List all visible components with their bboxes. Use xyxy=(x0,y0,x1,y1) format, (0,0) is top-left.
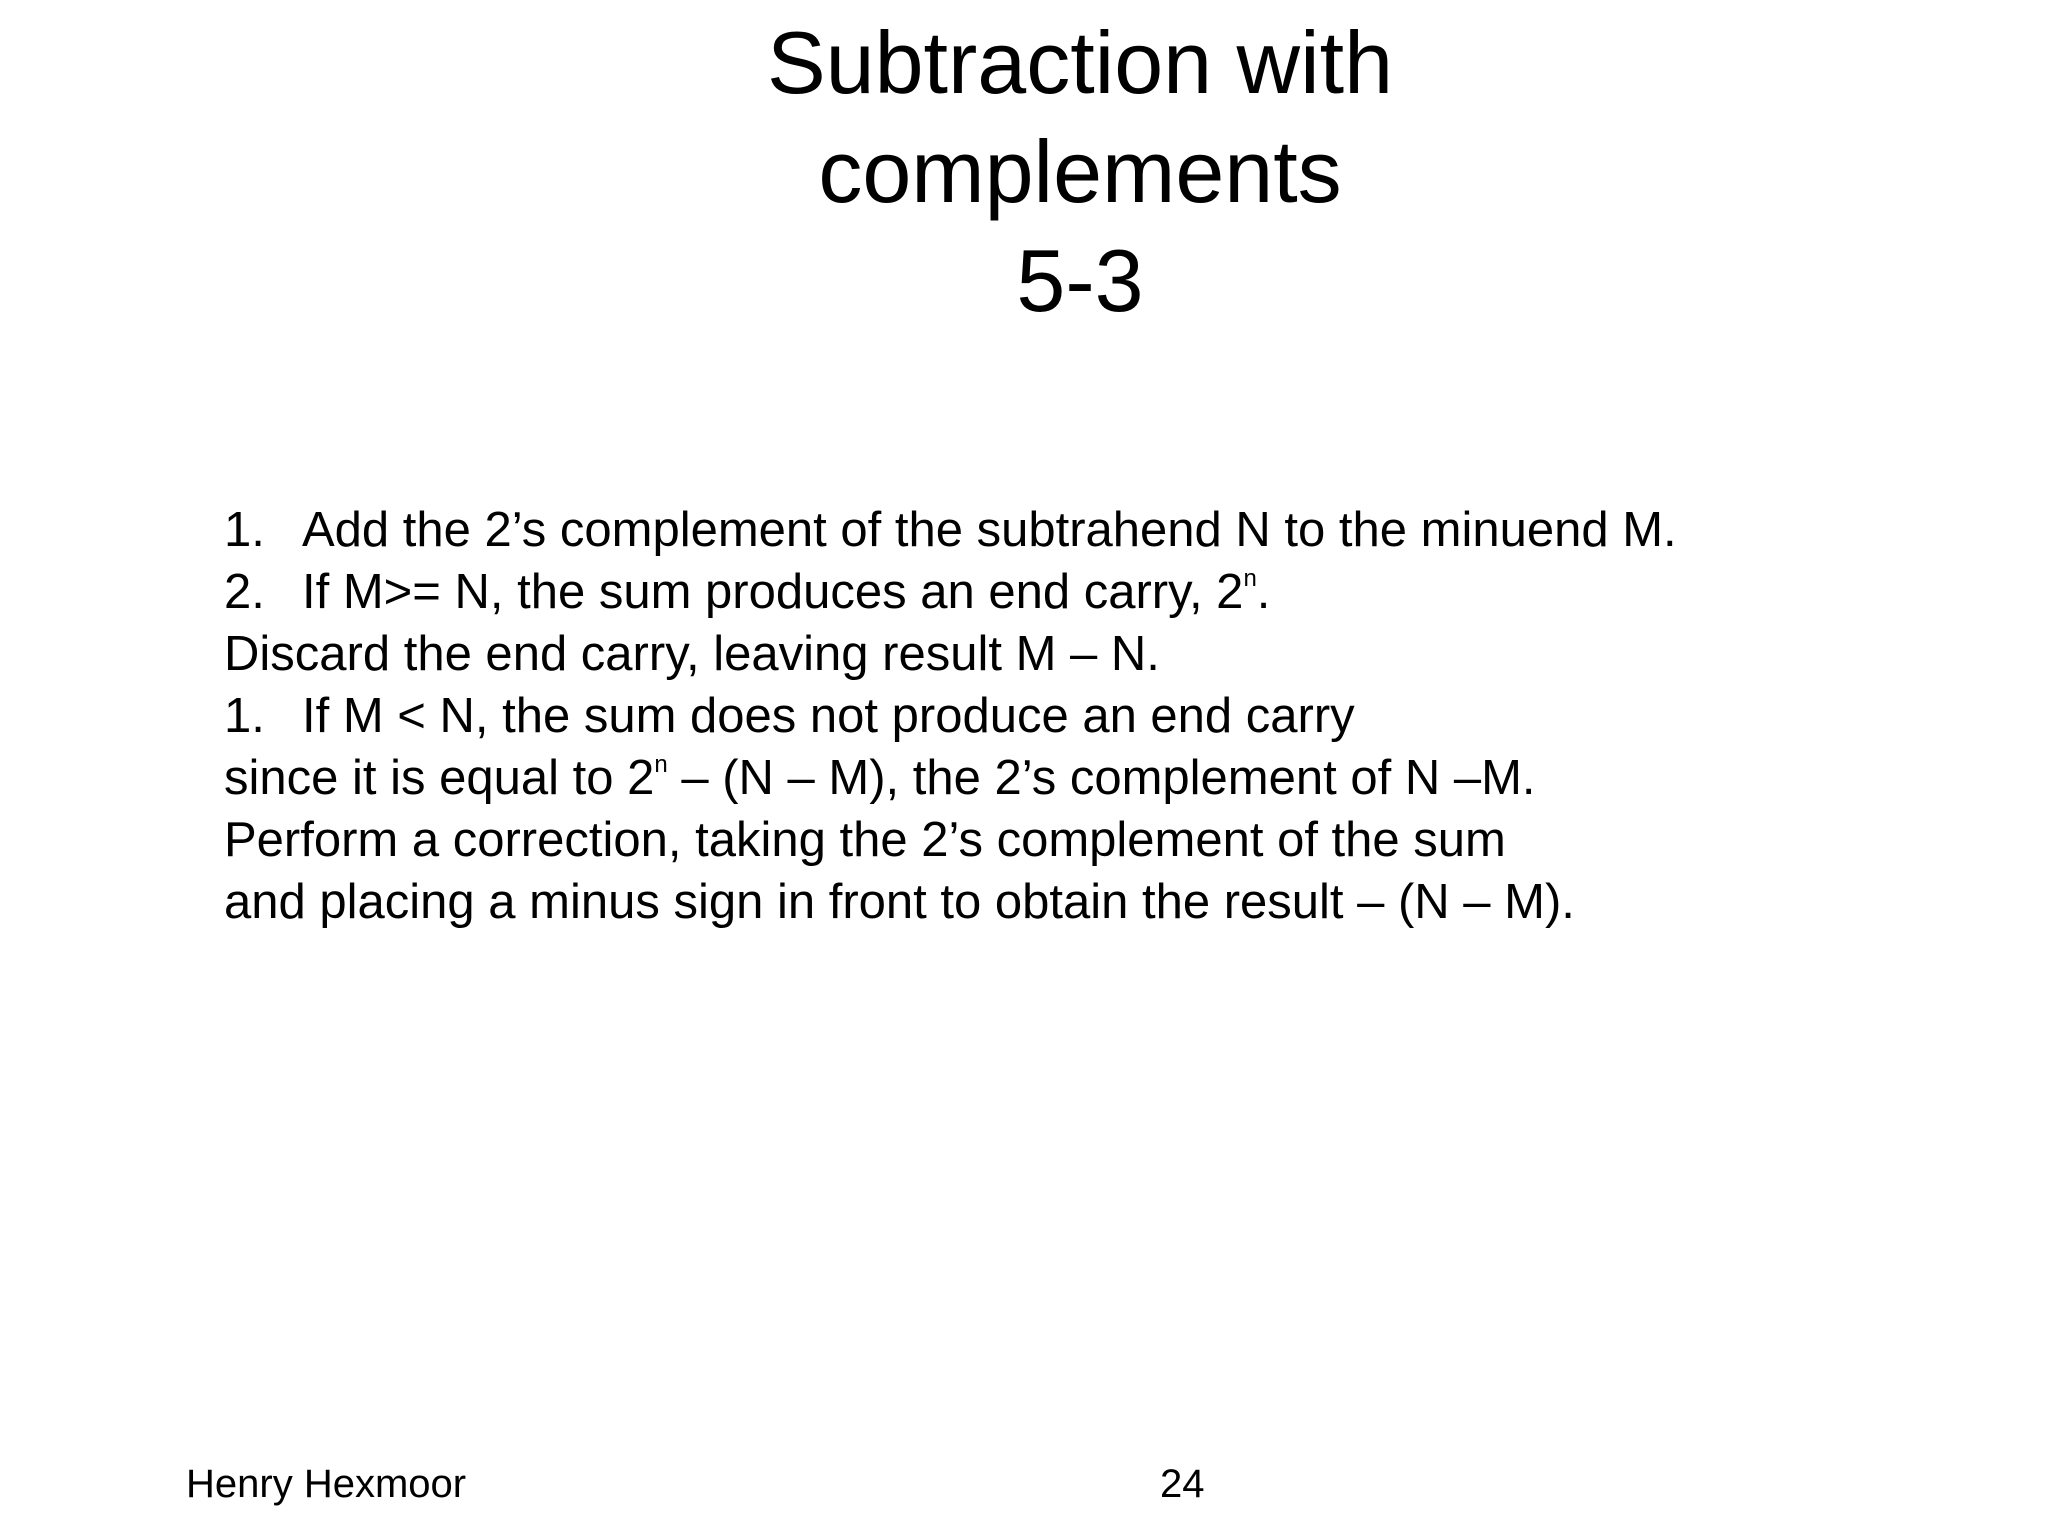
list-number: 1. xyxy=(224,503,265,557)
title-line-1: Subtraction with xyxy=(766,13,1394,112)
body-line-3 xyxy=(224,623,1924,685)
body-line-4 xyxy=(224,685,1924,747)
body-line-1 xyxy=(224,499,1924,561)
list-number: 2. xyxy=(224,565,265,619)
body-text: Discard the end carry, leaving result M – N. xyxy=(224,627,1160,681)
superscript-n: n xyxy=(654,751,668,778)
body-text: If M>= N, the sum produces an end carry, 2 xyxy=(302,565,1244,619)
body-text: If M < N, the sum does not produce an end carry xyxy=(302,689,1355,743)
title-line-2: complements xyxy=(818,122,1342,221)
superscript-n: n xyxy=(1243,565,1257,592)
list-number: 1. xyxy=(224,689,265,743)
slide-title xyxy=(700,8,1460,335)
body-line-6 xyxy=(224,809,1924,871)
footer-author: Henry Hexmoor xyxy=(186,1462,467,1506)
page-number: 24 xyxy=(1160,1462,1205,1506)
body-line-2 xyxy=(224,561,1924,623)
body-text: since it is equal to 2 xyxy=(224,751,655,805)
body-line-7 xyxy=(224,871,1924,933)
title-line-3: 5-3 xyxy=(1016,231,1144,330)
slide-body xyxy=(224,499,1924,933)
body-line-5 xyxy=(224,747,1924,809)
body-text: – (N – M), the 2’s complement of N –M. xyxy=(667,751,1536,805)
body-text: Add the 2’s complement of the subtrahend N to the minuend M. xyxy=(302,503,1677,557)
body-text: Perform a correction, taking the 2’s complement of the sum xyxy=(224,813,1506,867)
body-text: . xyxy=(1256,565,1271,619)
body-text: and placing a minus sign in front to obtain the result – (N – M). xyxy=(224,875,1575,929)
